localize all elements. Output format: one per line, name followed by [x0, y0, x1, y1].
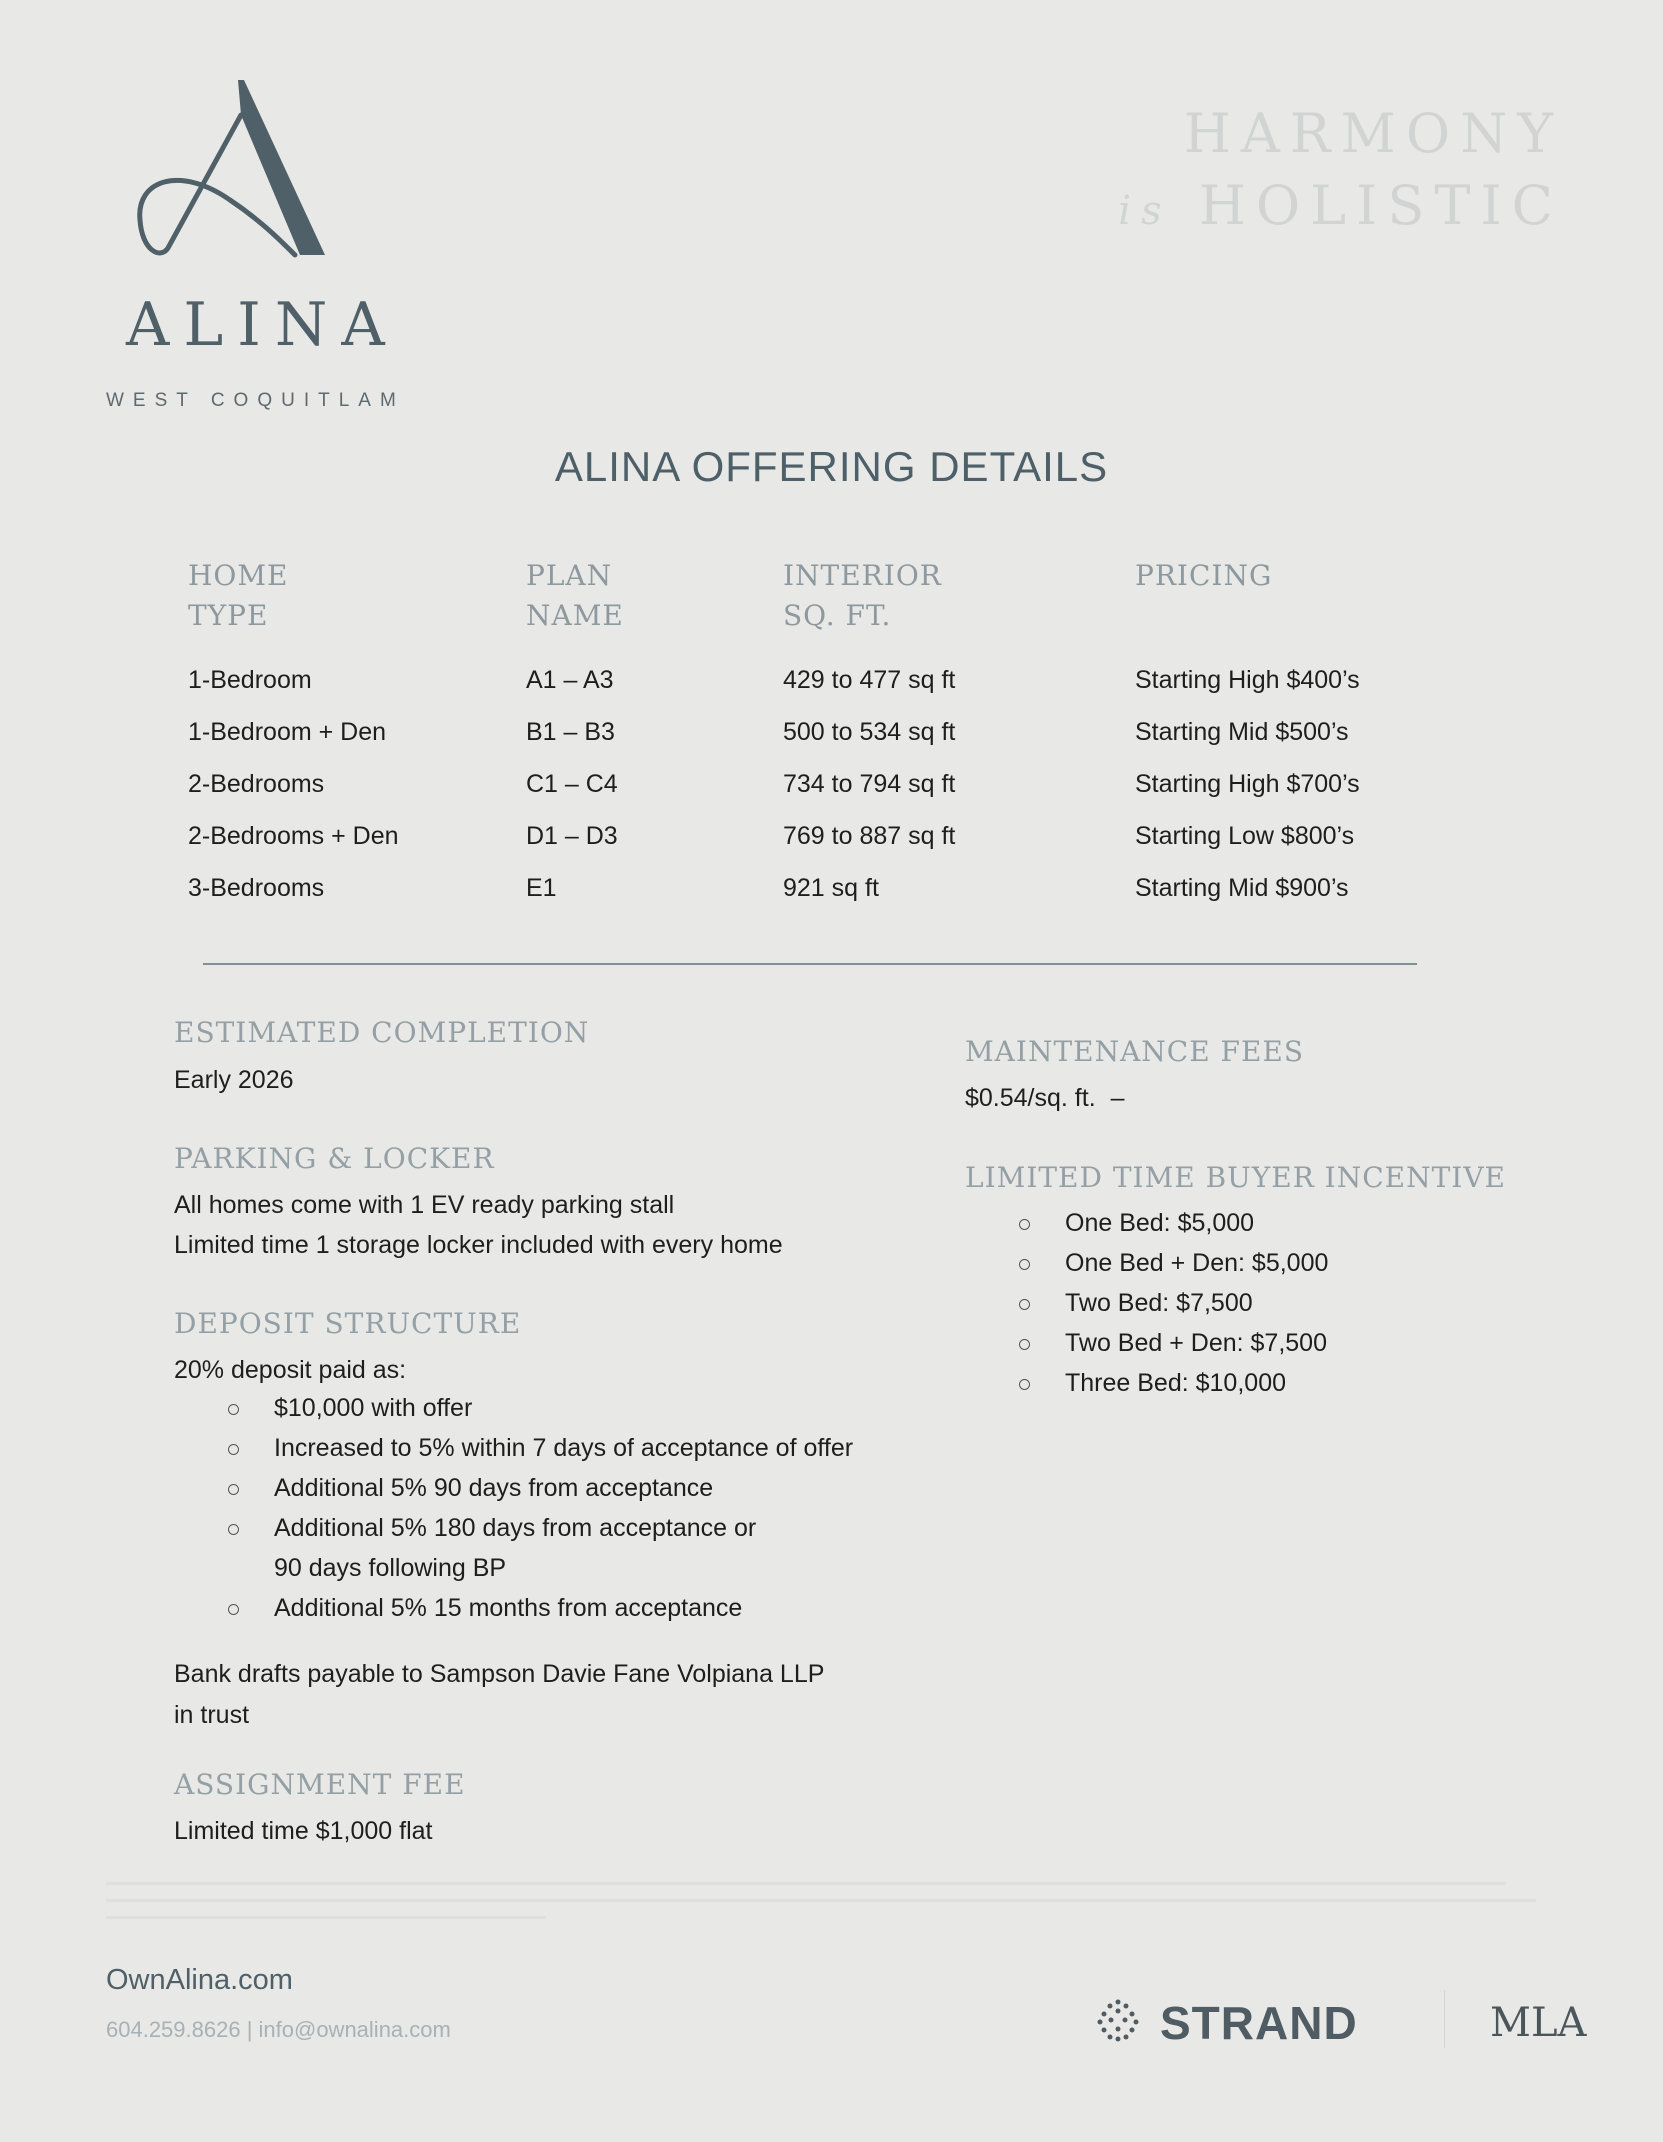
header-home-type: HOME TYPE — [188, 559, 289, 632]
cell-home-type: 2-Bedrooms — [188, 769, 325, 798]
tagline-line2: HOLISTIC — [1198, 174, 1563, 237]
cell-plan-name: B1 – B3 — [526, 717, 615, 746]
list-item: Two Bed: $7,500 — [1065, 1283, 1328, 1323]
tagline-is: is — [1118, 188, 1172, 234]
maintenance-value: $0.54/sq. ft. — [965, 1084, 1096, 1112]
header-plan-name: PLAN NAME — [526, 559, 624, 632]
maintenance-heading: MAINTENANCE FEES — [965, 1035, 1305, 1068]
cell-home-type: 2-Bedrooms + Den — [188, 821, 399, 850]
cell-pricing: Starting High $700’s — [1135, 769, 1360, 798]
cell-plan-name: A1 – A3 — [526, 665, 614, 694]
assignment-heading: ASSIGNMENT FEE — [174, 1768, 466, 1801]
brand-location: WEST COQUITLAM — [106, 390, 405, 411]
fine-print-decoration — [106, 1876, 1546, 1919]
parking-heading: PARKING & LOCKER — [174, 1142, 495, 1175]
list-item: Two Bed + Den: $7,500 — [1065, 1323, 1328, 1363]
cell-plan-name: C1 – C4 — [526, 769, 618, 798]
list-item: Additional 5% 90 days from acceptance — [274, 1468, 853, 1508]
cell-home-type: 1-Bedroom — [188, 665, 312, 694]
cell-sqft: 921 sq ft — [783, 873, 879, 902]
offering-table — [188, 556, 1435, 914]
table-row — [188, 758, 1435, 810]
cell-plan-name: E1 — [526, 873, 557, 902]
tagline-line1: HARMONY — [1183, 102, 1563, 165]
bank-draft-line-1: Bank drafts payable to Sampson Davie Fane Volpiana LLP — [174, 1660, 825, 1688]
tagline-line2-wrap — [1118, 170, 1563, 247]
deposit-list — [274, 1388, 853, 1628]
brand-name: ALINA — [126, 290, 399, 360]
deposit-heading: DEPOSIT STRUCTURE — [174, 1307, 522, 1340]
maintenance-value-wrap — [965, 1084, 1125, 1113]
cell-home-type: 1-Bedroom + Den — [188, 717, 387, 746]
incentive-heading: LIMITED TIME BUYER INCENTIVE — [965, 1161, 1506, 1194]
table-row — [188, 810, 1435, 862]
deposit-intro: 20% deposit paid as: — [174, 1356, 407, 1384]
table-row — [188, 862, 1435, 914]
parking-line-1: All homes come with 1 EV ready parking stall — [174, 1191, 675, 1219]
parking-line-2: Limited time 1 storage locker included with every home — [174, 1231, 783, 1259]
contact-info: 604.259.8626 | info@ownalina.com — [106, 2017, 451, 2042]
list-item: Additional 5% 15 months from acceptance — [274, 1588, 853, 1628]
cell-home-type: 3-Bedrooms — [188, 873, 325, 902]
cell-pricing: Starting High $400’s — [1135, 665, 1360, 694]
page-title: ALINA OFFERING DETAILS — [554, 443, 1109, 490]
cell-pricing: Starting Mid $900’s — [1135, 873, 1349, 902]
maintenance-dash: – — [1110, 1084, 1125, 1112]
cell-pricing: Starting Low $800’s — [1135, 821, 1355, 850]
list-item — [274, 1508, 853, 1588]
header-pricing: PRICING — [1135, 559, 1273, 592]
incentive-list — [1065, 1203, 1328, 1403]
bank-draft-line-2: in trust — [174, 1701, 250, 1729]
cell-sqft: 500 to 534 sq ft — [783, 717, 956, 746]
list-item: Three Bed: $10,000 — [1065, 1363, 1328, 1403]
completion-value: Early 2026 — [174, 1066, 294, 1094]
list-item: $10,000 with offer — [274, 1388, 853, 1428]
mla-logo: MLA — [1490, 2000, 1587, 2046]
assignment-value: Limited time $1,000 flat — [174, 1817, 433, 1845]
website-link[interactable]: OwnAlina.com — [106, 1964, 293, 1996]
list-item: One Bed: $5,000 — [1065, 1203, 1328, 1243]
list-item: Increased to 5% within 7 days of acceptance of offer — [274, 1428, 853, 1468]
table-row — [188, 654, 1435, 706]
header-interior-sqft: INTERIOR SQ. FT. — [783, 559, 942, 632]
table-row — [188, 706, 1435, 758]
strand-logo: STRAND — [1160, 1997, 1358, 2049]
table-header-row — [188, 556, 1435, 654]
list-item-text: Additional 5% 180 days from acceptance or — [274, 1514, 757, 1542]
cell-sqft: 734 to 794 sq ft — [783, 769, 956, 798]
cell-pricing: Starting Mid $500’s — [1135, 717, 1349, 746]
completion-heading: ESTIMATED COMPLETION — [174, 1016, 590, 1049]
list-item-text-cont: 90 days following BP — [274, 1554, 507, 1582]
tagline — [1118, 98, 1563, 247]
list-item: One Bed + Den: $5,000 — [1065, 1243, 1328, 1283]
cell-sqft: 429 to 477 sq ft — [783, 665, 956, 694]
cell-plan-name: D1 – D3 — [526, 821, 618, 850]
strand-dots-icon — [1096, 1998, 1140, 2042]
divider-rule — [203, 963, 1417, 965]
alina-logo-icon — [120, 70, 340, 270]
footer-divider — [1444, 1990, 1445, 2048]
cell-sqft: 769 to 887 sq ft — [783, 821, 956, 850]
